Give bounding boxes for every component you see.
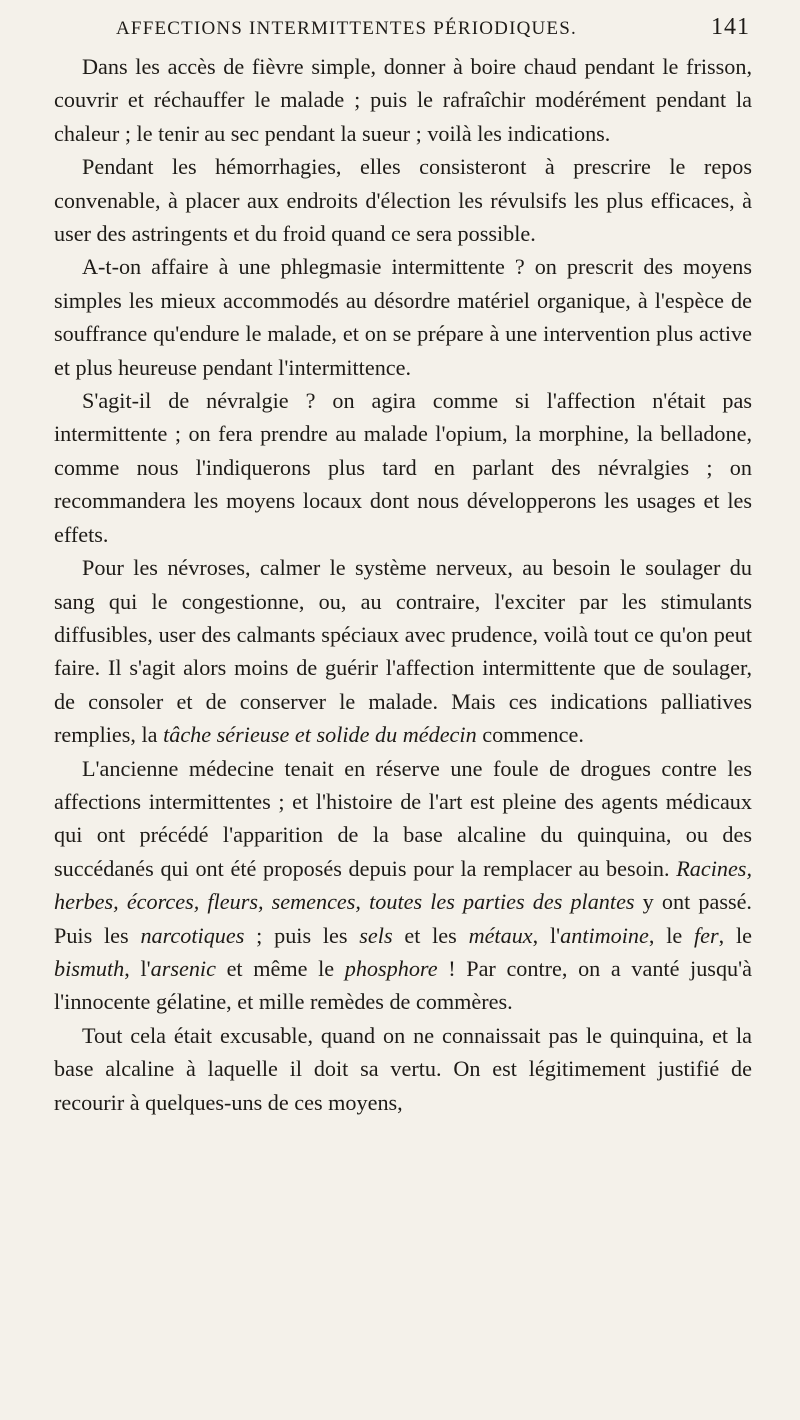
paragraph: [54, 250, 752, 384]
paragraph: [54, 752, 752, 1019]
text-run: L'ancienne médecine tenait en réserve une foule de drogues contre les affections intermittentes ; et l'histoire de l'art est pleine des agents médicaux qui ont précédé l'apparition de la base alcaline du quinquina, ou des succédanés qui ont été proposés depuis pour la remplacer au besoin.: [54, 755, 752, 881]
text-run: et même le: [215, 955, 345, 981]
paragraph: [54, 384, 752, 551]
italic-run: narcotiques: [140, 922, 245, 948]
page-number: 141: [711, 14, 750, 40]
running-title: AFFECTIONS INTERMITTENTES PÉRIODIQUES.: [116, 18, 577, 39]
text-run: Pendant les hémorrhagies, elles consisteront à prescrire le repos convenable, à placer aux endroits d'élection les révulsifs les plus efficaces, à user des astringents et du froid quand ce sera possible.: [54, 154, 752, 247]
text-run: Pour les névroses, calmer le système nerveux, au besoin le soulager du sang qui le congestionne, ou, au contraire, l'exciter par les stimulants diffusibles, user des calmants spéciaux avec prudence, voilà tout ce qu'on peut faire. Il s'agit alors moins de guérir l'affection intermittente que de soulager, de consoler et de conserver le malade. Mais ces indications palliatives remplies, la: [54, 555, 752, 748]
text-run: et les: [392, 922, 469, 948]
paragraph: [54, 551, 752, 751]
italic-run: tâche sérieuse et solide du médecin: [163, 722, 477, 748]
text-run: , le: [648, 922, 694, 948]
italic-run: antimoine: [560, 922, 649, 948]
italic-run: métaux: [468, 922, 533, 948]
text-run: ! Par contre, on a vanté jusqu'à l'innocente gélatine, et mille remèdes de commères.: [54, 955, 752, 1015]
italic-run: sels: [359, 922, 393, 948]
text-run: , le: [718, 922, 752, 948]
italic-run: bismuth: [54, 955, 125, 981]
text-run: y ont passé. Puis les: [54, 889, 752, 948]
text-run: Tout cela était excusable, quand on ne connaissait pas le quinquina, et la base alcaline à laquelle il doit sa vertu. On est légitimement justifié de recourir à quelques-uns de ces moyens,: [54, 1022, 752, 1115]
italic-run: arsenic: [150, 955, 216, 981]
paragraph: [54, 1019, 752, 1119]
paragraph: [54, 50, 752, 150]
text-run: A-t-on affaire à une phlegmasie intermittente ? on prescrit des moyens simples les mieux accommodés au désordre matériel organique, à l'espèce de souffrance qu'endure le malade, et on se prépare à une intervention plus active et plus heureuse pendant l'intermittence.: [54, 254, 752, 380]
text-run: Dans les accès de fièvre simple, donner à boire chaud pendant le frisson, couvrir et réchauffer le malade ; puis le rafraîchir modérément pendant la chaleur ; le tenir au sec pendant la sueur ; voilà les indications.: [54, 54, 752, 146]
paragraph: [54, 150, 752, 250]
text-run: commence.: [476, 722, 584, 748]
text-run: S'agit-il de névralgie ? on agira comme si l'affection n'était pas intermittente ; on fera prendre au malade l'opium, la morphine, la belladone, comme nous l'indiquerons plus tard en parlant des névralgies ; on recommandera les moyens locaux dont nous développerons les usages et les effets.: [54, 388, 752, 547]
body-text: [54, 50, 752, 1119]
text-run: , l': [532, 922, 561, 948]
italic-run: phosphore: [344, 955, 438, 981]
running-header: [54, 14, 752, 50]
text-run: , l': [124, 955, 151, 981]
text-run: ; puis les: [244, 922, 360, 948]
italic-run: fer: [693, 922, 719, 948]
italic-run: Racines, herbes, écorces, fleurs, semences, toutes les parties des plantes: [54, 855, 752, 915]
